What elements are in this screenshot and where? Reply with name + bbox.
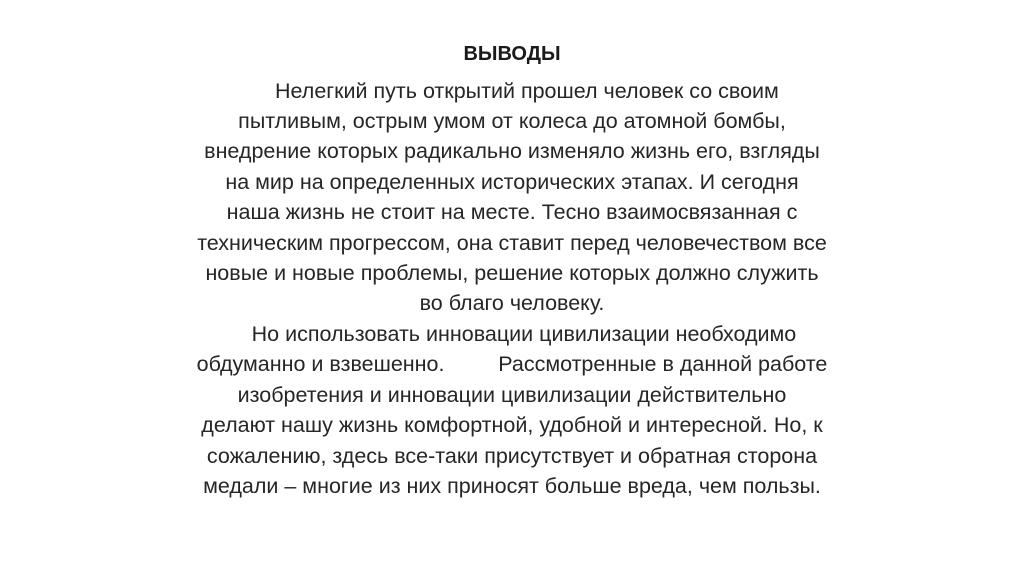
- text-line: наша жизнь не стоит на месте. Тесно взаимосвязанная с: [226, 200, 798, 224]
- text-line: Нелегкий путь открытий прошел человек со своим: [245, 79, 779, 103]
- text-line: новые и новые проблемы, решение которых должно служить: [205, 261, 819, 285]
- text-line: обдуманно и взвешенно. Рассмотренные в данной работе: [196, 352, 828, 376]
- text-line: пытливым, острым умом от колеса до атомной бомбы,: [238, 109, 786, 133]
- text-line: делают нашу жизнь комфортной, удобной и интересной. Но, к: [201, 413, 823, 437]
- text-line: во благо человеку.: [419, 291, 605, 315]
- text-line: внедрение которых радикально изменяло жизнь его, взгляды: [204, 139, 820, 163]
- text-line: медали – многие из них приносят больше вреда, чем пользы.: [203, 474, 821, 498]
- slide-title: ВЫВОДЫ: [463, 43, 561, 65]
- text-line: на мир на определенных исторических этапах. И сегодня: [225, 170, 799, 194]
- text-line: техническим прогрессом, она ставит перед человечеством все: [197, 231, 827, 255]
- text-line: Но использовать инновации цивилизации необходимо: [227, 322, 797, 346]
- text-line: изобретения и инновации цивилизации действительно: [237, 383, 787, 407]
- text-line: сожалению, здесь все-таки присутствует и обратная сторона: [206, 444, 818, 468]
